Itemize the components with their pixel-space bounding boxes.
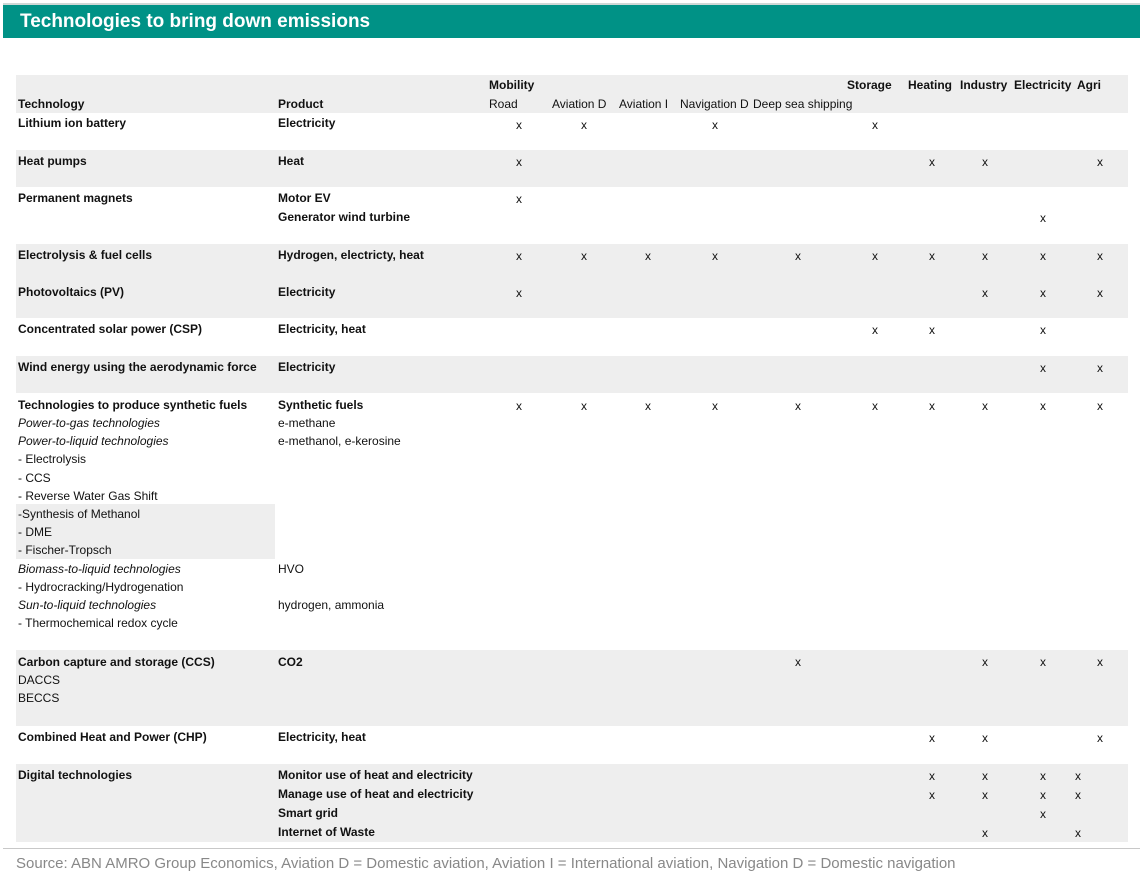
col-navigation-d: Navigation D (680, 97, 749, 111)
product-name: Electricity, heat (278, 730, 366, 744)
product-name: Synthetic fuels (278, 398, 364, 412)
product-name: Electricity (278, 116, 336, 130)
mark-heating: x (929, 769, 935, 783)
mark-heating: x (929, 399, 935, 413)
table-row-permanent-magnets (16, 187, 1128, 244)
table-header (16, 75, 1128, 113)
mark-electricity: x (1040, 769, 1046, 783)
mark-industry: x (982, 655, 988, 669)
mark-electricity: x (1040, 655, 1046, 669)
table-row-chp (16, 726, 1128, 764)
mark-agri: x (1097, 399, 1103, 413)
mark-electricity: x (1040, 807, 1046, 821)
sub-product: e-methanol, e-kerosine (278, 434, 401, 448)
table-row-lithium (16, 113, 1128, 150)
mark-aviation-d: x (581, 118, 587, 132)
product-name: Generator wind turbine (278, 210, 411, 224)
sub-technology: DACCS (18, 673, 61, 687)
mark-heating: x (929, 788, 935, 802)
col-product: Product (278, 97, 324, 111)
mark-storage: x (872, 118, 878, 132)
mark-agri: x (1097, 361, 1103, 375)
mark-industry: x (982, 826, 988, 840)
mark-agri: x (1097, 731, 1103, 745)
technology-name: Digital technologies (18, 768, 133, 782)
technology-name: Permanent magnets (18, 191, 133, 205)
table-row-synthetic-fuels (16, 393, 1128, 650)
mark-agri: x (1075, 769, 1081, 783)
mark-electricity: x (1040, 249, 1046, 263)
technology-name: Wind energy using the aerodynamic force (18, 360, 257, 374)
col-industry: Industry (960, 78, 1008, 92)
sub-technology: - CCS (18, 471, 51, 485)
mark-electricity: x (1040, 361, 1046, 375)
mark-agri: x (1097, 249, 1103, 263)
mark-navigation-d: x (712, 399, 718, 413)
mark-aviation-i: x (645, 399, 651, 413)
mark-storage: x (872, 249, 878, 263)
mark-agri: x (1097, 655, 1103, 669)
sub-product: e-methane (278, 416, 336, 430)
mark-industry: x (982, 155, 988, 169)
sub-technology: Power-to-liquid technologies (18, 434, 169, 448)
sub-technology: - Electrolysis (18, 452, 87, 466)
col-agri: Agri (1077, 78, 1101, 92)
mark-heating: x (929, 155, 935, 169)
table-row-electrolysis (16, 244, 1128, 281)
mark-industry: x (982, 788, 988, 802)
sub-technology: - Fischer-Tropsch (18, 543, 112, 557)
mark-electricity: x (1040, 323, 1046, 337)
product-name: Motor EV (278, 191, 331, 205)
technology-name: Photovoltaics (PV) (18, 285, 125, 299)
mark-agri: x (1075, 788, 1081, 802)
technology-name: Concentrated solar power (CSP) (18, 322, 203, 336)
col-heating: Heating (908, 78, 953, 92)
mark-aviation-d: x (581, 399, 587, 413)
mark-industry: x (982, 769, 988, 783)
col-deep-sea-shipping: Deep sea shipping (753, 97, 853, 111)
mark-road: x (516, 286, 522, 300)
product-name: Manage use of heat and electricity (278, 787, 474, 801)
col-electricity: Electricity (1014, 78, 1072, 92)
table-row-wind (16, 356, 1128, 393)
mark-electricity: x (1040, 399, 1046, 413)
table-row-photovoltaics (16, 281, 1128, 318)
mark-agri: x (1097, 286, 1103, 300)
product-name: Electricity (278, 360, 336, 374)
mark-aviation-i: x (645, 249, 651, 263)
mark-electricity: x (1040, 211, 1046, 225)
mark-electricity: x (1040, 286, 1046, 300)
mark-industry: x (982, 249, 988, 263)
technology-name: Carbon capture and storage (CCS) (18, 655, 215, 669)
mark-road: x (516, 249, 522, 263)
mark-deep-sea: x (795, 249, 801, 263)
technology-name: Electrolysis & fuel cells (18, 248, 153, 262)
col-storage: Storage (847, 78, 892, 92)
mark-heating: x (929, 249, 935, 263)
sub-technology: - DME (18, 525, 52, 539)
product-name: Smart grid (278, 806, 339, 820)
table-row-digital (16, 764, 1128, 842)
table-row-ccs (16, 650, 1128, 726)
mark-aviation-d: x (581, 249, 587, 263)
product-name: Monitor use of heat and electricity (278, 768, 473, 782)
source-note: Source: ABN AMRO Group Economics, Aviation D = Domestic aviation, Aviation I = International aviation, Navigation D = Domestic navigation (16, 855, 956, 872)
technology-name: Technologies to produce synthetic fuels (18, 398, 248, 412)
sub-technology: - Hydrocracking/Hydrogenation (18, 580, 184, 594)
sub-technology: Power-to-gas technologies (18, 416, 160, 430)
product-name: Electricity (278, 285, 336, 299)
mark-navigation-d: x (712, 118, 718, 132)
table-row-csp (16, 318, 1128, 356)
col-road: Road (489, 97, 518, 111)
sub-technology: Sun-to-liquid technologies (18, 598, 157, 612)
mark-road: x (516, 155, 522, 169)
mark-road: x (516, 192, 522, 206)
mark-heating: x (929, 323, 935, 337)
mark-road: x (516, 118, 522, 132)
mark-road: x (516, 399, 522, 413)
footer-rule (3, 848, 1140, 849)
product-name: Electricity, heat (278, 322, 366, 336)
mark-storage: x (872, 399, 878, 413)
product-name: CO2 (278, 655, 303, 669)
mark-navigation-d: x (712, 249, 718, 263)
sub-technology: BECCS (18, 691, 60, 705)
technology-name: Heat pumps (18, 154, 87, 168)
mark-storage: x (872, 323, 878, 337)
mark-deep-sea: x (795, 399, 801, 413)
col-group-mobility: Mobility (489, 78, 535, 92)
sub-technology: -Synthesis of Methanol (18, 507, 141, 521)
sub-product: hydrogen, ammonia (278, 598, 385, 612)
product-name: Hydrogen, electricty, heat (278, 248, 424, 262)
mark-industry: x (982, 731, 988, 745)
table-row-heat-pumps (16, 150, 1128, 187)
col-aviation-d: Aviation D (552, 97, 607, 111)
product-name: Heat (278, 154, 305, 168)
technology-name: Lithium ion battery (18, 116, 126, 130)
col-aviation-i: Aviation I (619, 97, 669, 111)
sub-technology: - Thermochemical redox cycle (18, 616, 178, 630)
sub-technology: Biomass-to-liquid technologies (18, 562, 181, 576)
mark-agri: x (1097, 155, 1103, 169)
mark-industry: x (982, 399, 988, 413)
page-title: Technologies to bring down emissions (3, 5, 1140, 38)
col-technology: Technology (18, 97, 85, 111)
mark-agri: x (1075, 826, 1081, 840)
product-name: Internet of Waste (278, 825, 375, 839)
technology-name: Combined Heat and Power (CHP) (18, 730, 207, 744)
mark-deep-sea: x (795, 655, 801, 669)
mark-electricity: x (1040, 788, 1046, 802)
sub-technology: - Reverse Water Gas Shift (18, 489, 158, 503)
sub-product: HVO (278, 562, 305, 576)
mark-industry: x (982, 286, 988, 300)
mark-heating: x (929, 731, 935, 745)
